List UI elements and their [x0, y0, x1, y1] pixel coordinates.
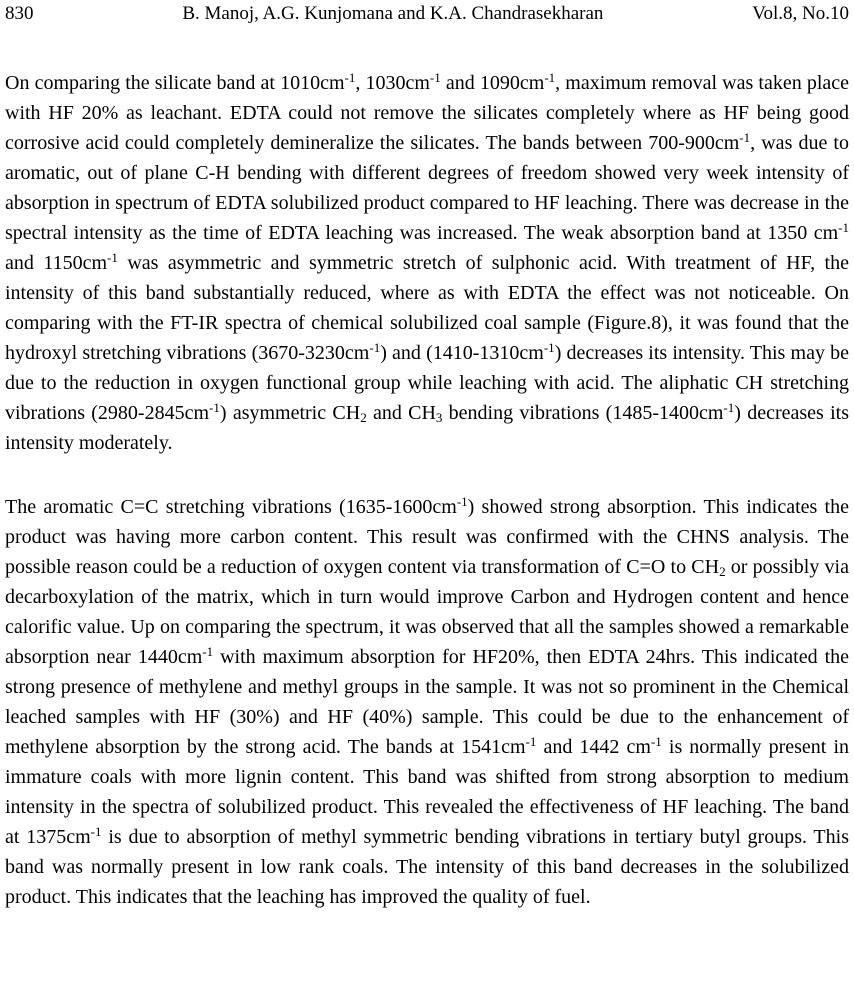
- header-issue: Vol.8, No.10: [752, 3, 849, 24]
- page-number: 830: [5, 3, 34, 24]
- header-authors: B. Manoj, A.G. Kunjomana and K.A. Chandrasekharan: [182, 3, 604, 24]
- paragraph-2: The aromatic C=C stretching vibrations $(1635-1600cm^{-1})$ showed strong absorption. This indicates the product was having more carbon content. This result was confirmed with the CHNS analysis. The possible reason could be a reduction of oxygen content via transformation of C=O to $CH_2$ or possibly via decarboxylation of the matrix, which in turn would improve Carbon and Hydrogen content and hence calorific value. Up on comparing the spectrum, it was observed that all the samples showed a remarkable absorption near $1440cm^{-1}$ with maximum absorption for HF20%, then EDTA 24hrs. This indicated the strong presence of methylene and methyl groups in the sample. It was not so prominent in the Chemical leached samples with HF (30%) and HF (40%) sample. This could be due to the enhancement of methylene absorption by the strong acid. The bands at $1541cm^{-1}$ and 1442 $cm^{-1}$ is normally present in immature coals with more lignin content. This band was shifted from strong absorption to medium intensity in the spectra of solubilized product. This revealed the effectiveness of HF leaching. The band at $1375cm^{-1}$ is due to absorption of methyl symmetric bending vibrations in tertiary butyl groups. This band was normally present in low rank coals. The intensity of this band decreases in the solubilized product. This indicates that the leaching has improved the quality of fuel.: [5, 493, 850, 908]
- paragraph-1: On comparing the silicate band at $1010cm^{-1}$, $1030cm^{-1}$ and $1090cm^{-1}$, maximum removal was taken place with HF 20% as leachant. EDTA could not remove the silicates completely where as HF being good corrosive acid could completely demineralize the silicates. The bands between $700-900cm^{-1}$, was due to aromatic, out of plane C-H bending with different degrees of freedom showed very week intensity of absorption in spectrum of EDTA solubilized product compared to HF leaching. There was decrease in the spectral intensity as the time of EDTA leaching was increased. The weak absorption band at 1350 $cm^{-1}$ and $1150cm^{-1}$ was asymmetric and symmetric stretch of sulphonic acid. With treatment of HF, the intensity of this band substantially reduced, where as with EDTA the effect was not noticeable. On comparing with the FT-IR spectra of chemical solubilized coal sample (Figure.8), it was found that the hydroxyl stretching vibrations $(3670-3230cm^{-1})$ and $(1410-1310cm^{-1})$ decreases its intensity. This may be due to the reduction in oxygen functional group while leaching with acid. The aliphatic CH stretching vibrations $(2980-2845cm^{-1})$ asymmetric $CH_2$ and $CH_3$ bending vibrations $(1485-1400cm^{-1})$ decreases its intensity moderately.: [5, 69, 850, 454]
- article-body: [5, 68, 849, 912]
- page-header: [5, 3, 849, 25]
